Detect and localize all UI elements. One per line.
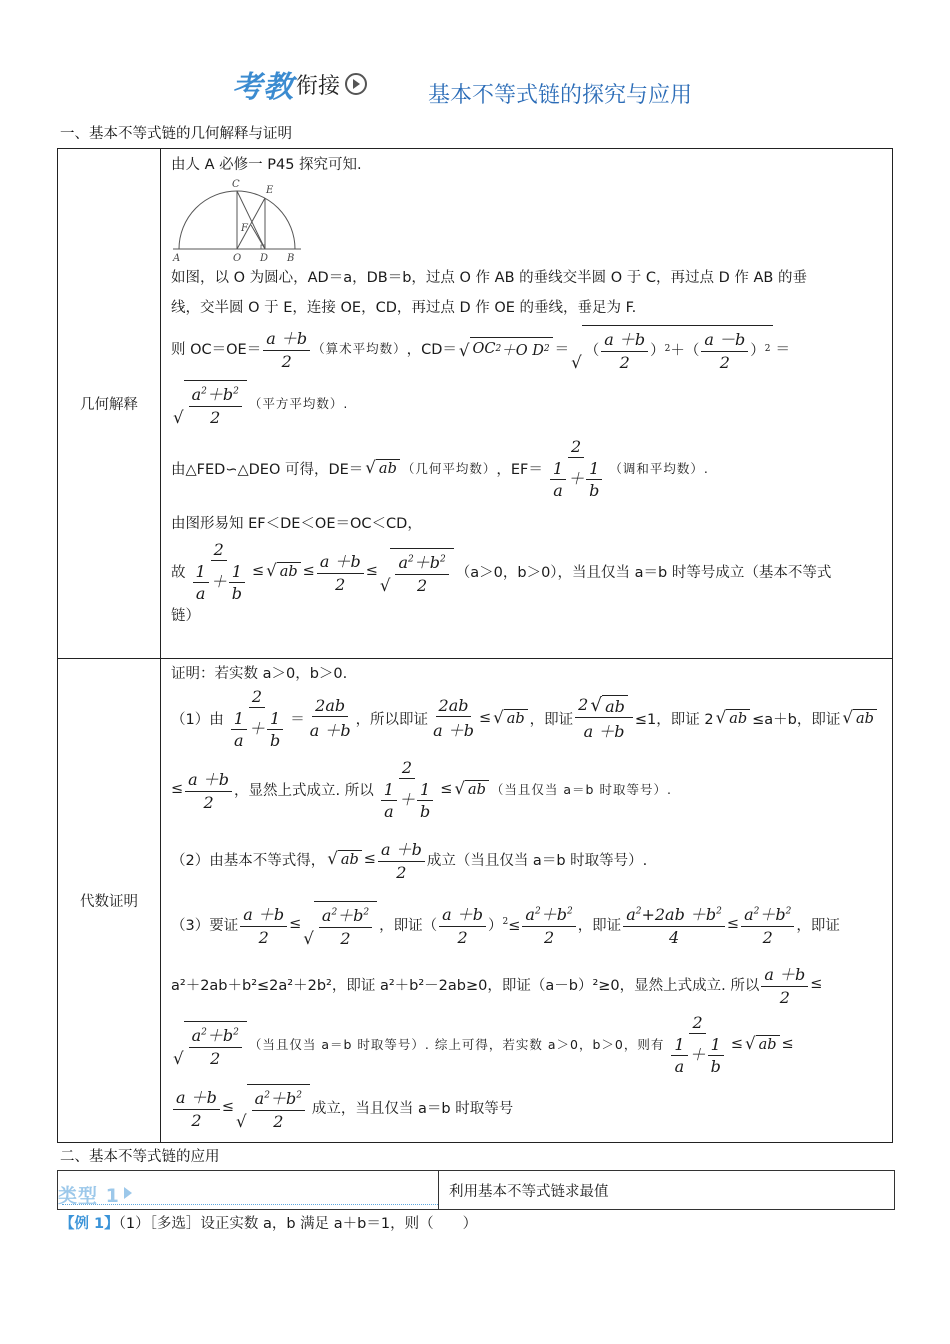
s3-am3: $\frac{a +b}{2}$ [761,962,808,1007]
type-tag: 类型 1 [58,1185,120,1207]
chain-am: $\frac{a +b}{2}$ [317,549,364,594]
s3a: （3）要证 [171,917,239,934]
alg-step3-line1: （3）要证 $\frac{a +b}{2}$ ≤ √ $\frac{a^2+b^2}{2}$ ，即证 （ $\frac{a +b}{2}$ ）$^2$≤ $\frac{a^2+b^2}{2}$ ，即证 $\frac{a^2+2ab +b^2}{4}$ ≤ $\frac{a^2+b^2}{2}$ ，即证 [171,891,886,957]
section-heading-2: 二、基本不等式链的应用 [60,1149,220,1165]
s1-sqrt3: √ ab [842,709,877,727]
s1a: （1）由 [171,711,224,728]
fig-label-c: C [232,179,240,190]
oc-prefix: 则 OC＝OE＝ [171,341,262,358]
algebra-content [161,659,893,1143]
s3c: ，即证 [577,917,622,934]
fig-label-b: B [287,253,295,261]
s3-qm2: √ $\frac{a^2+b^2}{2}$ [173,1021,247,1068]
chain-hm: 2 $\frac{1}{a}$ ＋ $\frac{1}{b}$ [188,540,250,603]
s3-qm3: √ $\frac{a^2+b^2}{2}$ [236,1084,310,1131]
fig-label-o: O [233,253,242,261]
s3e: a²＋2ab＋b²≤2a²＋2b²，即证 a²＋b²－2ab≥0，即证（a－b）²≥0，显然上式成立. 所以 [171,977,760,994]
column-badge [232,64,367,104]
chain-qm: √ $\frac{a^2+b^2}{2}$ [380,548,454,595]
semicircle-diagram [171,177,311,261]
proof-table [57,148,893,1143]
type-badge [58,1171,438,1209]
s3-am: $\frac{a +b}{2}$ [240,902,287,947]
geo-order-line: 由图形易知 EF＜DE＜OE＝OC＜CD， [171,515,422,532]
s1-frac2: $\frac{2ab}{a +b}$ [433,695,474,740]
geo-intro: 由人 A 必修一 P45 探究可知. [171,156,362,173]
s1c: ，即证 [529,711,574,728]
s1-sqrt4: √ ab [454,780,489,798]
alg-step1-line1: （1）由 2 $\frac{1}{a}$ ＋ $\frac{1}{b}$ ＝ $\frac{2ab}{a +b}$ ，所以即证 $\frac{2ab}{a +b}$ ≤ √ ab ，即证 2 √ ab a ＋b ≤1，即证 2 √ ab ≤a＋b，即证 √ ab [171,685,886,751]
s3-frac: $\frac{a^2+b^2}{2}$ [522,902,575,947]
algebra-row [58,659,893,1143]
fig-label-e: E [266,185,274,196]
geo-qm-line [171,375,886,431]
example-1 [60,1212,477,1233]
type-bar [57,1170,895,1210]
sim-text: 由△FED∽△DEO 可得，DE＝ [171,461,364,478]
s3b: ，即证 [379,917,423,934]
s1e: ≤a＋b，即证 [752,711,841,728]
alg-step2: （2）由基本不等式得， √ ab ≤ $\frac{a +b}{2}$ 成立（当且仅当 a＝b 时取等号）. [171,827,886,891]
alg-step3-line2: a²＋2ab＋b²≤2a²＋2b²，即证 a²＋b²－2ab≥0，即证（a－b）²≥0，显然上式成立. 所以 $\frac{a +b}{2}$ ≤ [171,957,886,1011]
s1b: ，所以即证 [355,711,429,728]
fig-label-d: D [260,253,269,261]
hm-note: （调和平均数）. [609,461,709,476]
badge-text-b: 衔接 [296,73,341,99]
alg-step3-line3: √ $\frac{a^2+b^2}{2}$ （当且仅当 a＝b 时取等号）. 综上可得，若实数 a＞0，b＞0，则有 2 $\frac{1}{a}$ ＋ $\frac{1}{b}$ ≤ √ ab ≤ [173,1012,794,1076]
dotted-underline [62,1204,438,1205]
s3-am2: $\frac{a +b}{2}$ [439,902,486,947]
s2b: 成立（当且仅当 a＝b 时取等号）. [426,852,648,869]
section-heading-1: 一、基本不等式链的几何解释与证明 [60,126,292,142]
s1-am: $\frac{a +b}{2}$ [185,767,232,812]
qm-note: （平方平均数）. [248,396,349,411]
geometry-content [161,149,893,659]
cd-prefix: ，CD＝ [406,341,457,358]
s3-am4: $\frac{a +b}{2}$ [173,1085,220,1130]
s1-hm2: 2 $\frac{1}{a}$ ＋ $\frac{1}{b}$ [376,758,438,821]
geo-chain-line: 故 2 $\frac{1}{a}$ ＋ $\frac{1}{b}$ ≤ √ ab ≤ $\frac{a +b}{2}$ ≤ √ $\frac{a^2+b^2}{2}$ （a＞0，b＞0），当且仅当 a＝b 时等号成立（基本不等式 [171,539,832,603]
s3g: 成立，当且仅当 a＝b 时取等号 [311,1100,514,1117]
s3-hm: 2 $\frac{1}{a}$ ＋ $\frac{1}{b}$ [666,1013,728,1076]
geo-tail: 链） [171,607,200,624]
s3-qm: √ $\frac{a^2+b^2}{2}$ [303,901,377,948]
alg-intro: 证明：若实数 a＞0，b＞0. [171,665,348,682]
fig-label-a: A [173,253,181,261]
play-triangle-icon [124,1187,132,1199]
semicircle-figure [171,177,886,261]
fig-label-f: F [241,223,248,234]
s2-am: $\frac{a +b}{2}$ [378,837,425,882]
s2-sqrt: √ ab [327,850,362,868]
algebra-label: 代数证明 [58,659,161,1143]
gm-note: （几何平均数） [401,461,497,476]
geometry-row [58,149,893,659]
s1f: ，显然上式成立. 所以 [234,782,374,799]
s3-frac3: $\frac{a^2+b^2}{2}$ [741,902,794,947]
qm-expanded-sqrt: √ （ $\frac{a +b}{2}$ ） 2 ＋（ $\frac{a -b}{2}$ ） 2 [571,325,773,372]
type-description: 利用基本不等式链求最值 [438,1171,894,1209]
header [0,64,950,110]
qm-sqrt: √ $\frac{a^2+b^2}{2}$ [173,380,247,427]
example-tag: 【例 1】 [60,1216,119,1232]
geo-am-line: 则 OC＝OE＝ $\frac{a +b}{2}$ （算术平均数） ，CD＝ √ OC 2 ＋O D 2 ＝ √ （ $\frac{a +b}{2}$ ） 2 ＋（ $\frac{a -b}{2}$ ） 2 ＝ [171,321,886,375]
s1-sqrt2: √ ab [716,709,751,727]
so-text: 故 [171,564,186,581]
s1-frac: $\frac{2ab}{a +b}$ [309,695,351,740]
s1-frac3: 2 √ ab a ＋b [575,695,633,742]
s3-frac2: $\frac{a^2+2ab +b^2}{4}$ [623,902,725,947]
alg-step1-line2: ≤ $\frac{a +b}{2}$ ，显然上式成立. 所以 2 $\frac{1}{a}$ ＋ $\frac{1}{b}$ ≤ √ ab （当且仅当 a＝b 时取等号）. [171,757,672,821]
s1g: （当且仅当 a＝b 时取等号）. [490,782,672,797]
cd-sqrt: √ OC 2 ＋O D 2 [459,337,553,360]
hm-fraction: 2 $\frac{1}{a}$ ＋ $\frac{1}{b}$ [545,437,607,500]
arrow-circle-icon [345,73,367,95]
badge-text-a: 考教 [232,70,294,105]
s3f: （当且仅当 a＝b 时取等号）. 综上可得，若实数 a＞0，b＞0，则有 [248,1037,665,1052]
example-text: （1）［多选］设正实数 a，b 满足 a＋b＝1，则（ ） [118,1216,478,1232]
chain-gm: √ ab [266,562,301,580]
chain-cond: （a＞0，b＞0），当且仅当 a＝b 时等号成立（基本不等式 [455,564,832,581]
geometry-label: 几何解释 [58,149,161,659]
ef-text: ，EF＝ [496,461,543,478]
geo-para-2: 线，交半圆 O 于 E，连接 OE，CD，再过点 D 作 OE 的垂线，垂足为 F. [171,299,637,316]
gm-sqrt: √ ab [365,459,400,477]
s3-gm: √ ab [745,1035,780,1053]
geo-gm-line [171,431,886,505]
am-note: （算术平均数） [312,341,407,356]
alg-step3-line4: $\frac{a +b}{2}$ ≤ √ $\frac{a^2+b^2}{2}$ 成立，当且仅当 a＝b 时取等号 [171,1077,886,1137]
page-title: 基本不等式链的探究与应用 [428,83,693,108]
geo-para-1: 如图，以 O 为圆心，AD＝a，DB＝b，过点 O 作 AB 的垂线交半圆 O 于 C，再过点 D 作 AB 的垂 [171,269,807,286]
am-fraction: $\frac{a +b}{2}$ [263,326,310,371]
s1d: ≤1，即证 2 [634,711,714,728]
s3d: ，即证 [796,917,840,934]
s1-sqrt: √ ab [493,709,528,727]
s1-hm: 2 $\frac{1}{a}$ ＋ $\frac{1}{b}$ [226,687,288,750]
s2a: （2）由基本不等式得， [171,852,326,869]
